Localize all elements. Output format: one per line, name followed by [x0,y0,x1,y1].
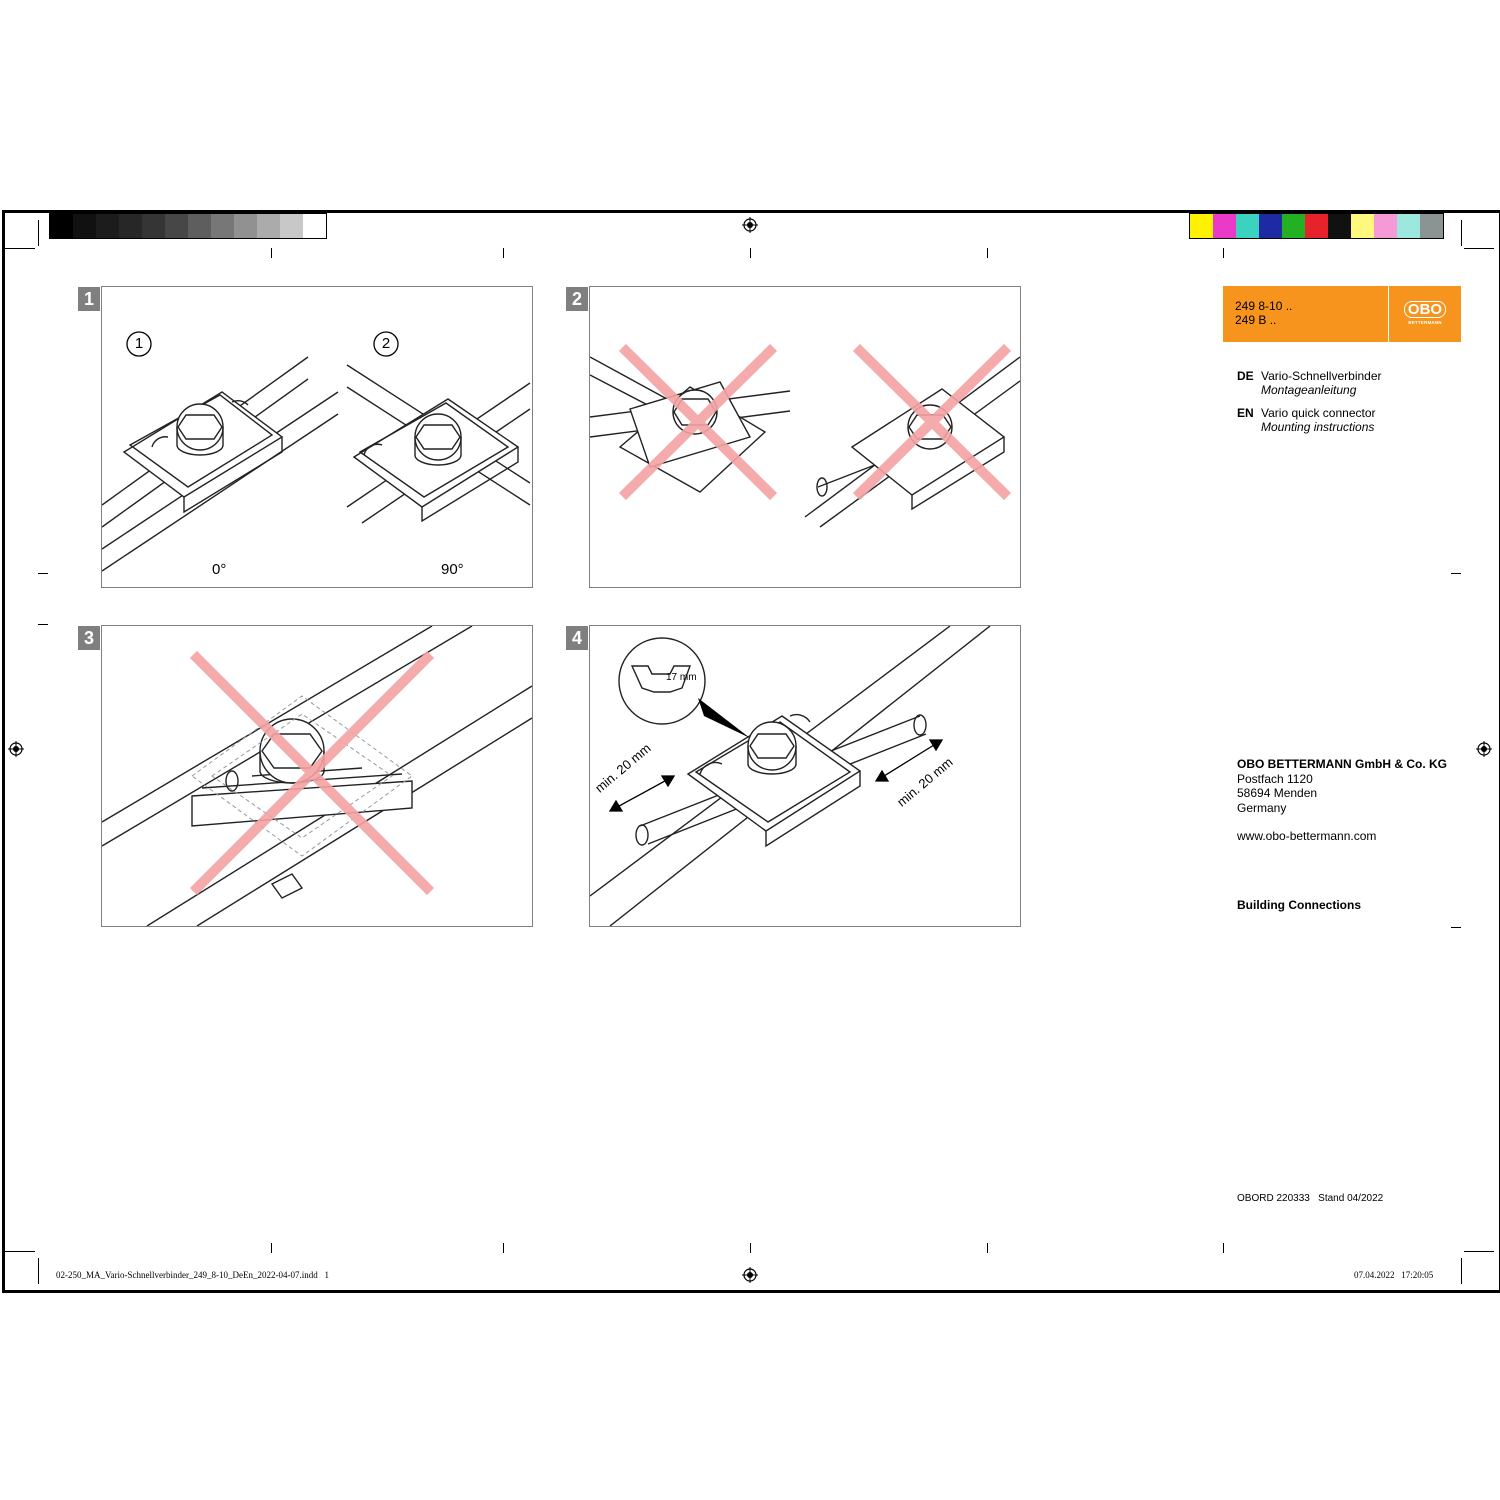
instruction-panel-3 [101,625,533,927]
company-city: 58694 Menden [1237,786,1318,800]
color-swatch [188,214,211,238]
pointer-arrow-icon [698,698,750,738]
color-swatch [211,214,234,238]
color-swatch [257,214,280,238]
color-swatch [1420,214,1443,238]
wrench-size-label: 17 mm [666,672,697,683]
color-swatch [1282,214,1305,238]
category-label: Building Connections [1237,898,1361,912]
company-name: OBO BETTERMANN GmbH & Co. KG [1237,757,1447,771]
color-swatch [303,214,326,238]
crop-mark [38,220,39,246]
correct-mounting-illustration [590,626,1020,926]
color-swatch [119,214,142,238]
registration-mark-icon [742,1267,758,1283]
instruction-panel-2 [589,286,1021,588]
document-reference: OBORD 220333 Stand 04/2022 [1237,1193,1384,1204]
incorrect-mounting-illustration [102,626,532,926]
crop-mark [1223,1243,1224,1253]
crop-mark [987,248,988,258]
color-swatch [165,214,188,238]
company-country: Germany [1237,800,1287,815]
crop-mark [503,248,504,258]
instruction-panel-4 [589,625,1021,927]
color-swatch [96,214,119,238]
angle-label-0: 0° [212,561,227,578]
crop-mark [750,248,751,258]
step-number-badge: 4 [566,626,588,650]
step-label-1: 1 [134,335,144,352]
color-swatch [73,214,96,238]
color-swatch [50,214,73,238]
registration-mark-icon [8,741,24,757]
step-label-2: 2 [381,335,391,352]
product-header [1223,286,1461,342]
process-color-bar [1189,213,1444,239]
step-number-badge: 1 [78,287,100,311]
fold-mark [1451,573,1461,574]
language-subtitle: Mounting instructions [1261,420,1375,434]
product-code: 249 B .. [1235,313,1277,327]
color-swatch [1259,214,1282,238]
crop-mark [750,1243,751,1253]
color-swatch [1328,214,1351,238]
logo-subtext: BETTERMANN [1408,320,1442,325]
distance-label-right: min. 20 mm [894,754,956,810]
crop-mark [5,248,35,249]
fold-mark [1451,927,1461,928]
company-po-box: Postfach 1120 [1237,771,1313,786]
crop-mark [38,1258,39,1284]
language-subtitle: Montageanleitung [1261,383,1357,397]
company-website: www.obo-bettermann.com [1237,829,1377,843]
color-swatch [1190,214,1213,238]
crop-mark [271,248,272,258]
color-swatch [234,214,257,238]
language-code: DE [1237,369,1254,383]
instruction-panel-1 [101,286,533,588]
crop-mark [271,1243,272,1253]
registration-mark-icon [1476,741,1492,757]
divider [1388,286,1389,342]
step-number-badge: 2 [566,287,588,311]
color-swatch [280,214,303,238]
color-swatch [1397,214,1420,238]
crop-mark [503,1243,504,1253]
language-title: Vario-Schnellverbinder [1261,369,1382,383]
crop-mark [5,1251,35,1252]
logo-wordmark: OBO [1404,301,1446,318]
crop-mark [1461,220,1462,246]
fold-mark [38,573,48,574]
crop-mark [1461,1258,1462,1284]
footer-timestamp: 07.04.2022 17:20:05 [1354,1270,1434,1280]
crop-mark [1464,248,1494,249]
fold-mark [38,624,48,625]
product-codes [1235,299,1292,327]
footer-file-name: 02-250_MA_Vario-Schnellverbinder_249_8-10_DeEn_2022-04-07.indd 1 [56,1270,329,1280]
color-swatch [1213,214,1236,238]
obo-logo [1404,301,1446,327]
color-swatch [1305,214,1328,238]
color-swatch [1351,214,1374,238]
crop-mark [1464,1251,1494,1252]
company-address [1237,757,1447,844]
language-code: EN [1237,406,1254,420]
crop-mark [1223,248,1224,258]
incorrect-mounting-illustration [590,287,1020,587]
language-title: Vario quick connector [1261,406,1376,420]
angle-label-90: 90° [441,561,464,578]
connector-orientation-illustration [102,287,532,587]
crop-mark [987,1243,988,1253]
step-number-badge: 3 [78,626,100,650]
color-swatch [1374,214,1397,238]
grayscale-bar [49,213,327,239]
product-code: 249 8-10 .. [1235,299,1293,313]
color-swatch [142,214,165,238]
registration-mark-icon [742,217,758,233]
distance-label-left: min. 20 mm [592,740,654,796]
color-swatch [1236,214,1259,238]
